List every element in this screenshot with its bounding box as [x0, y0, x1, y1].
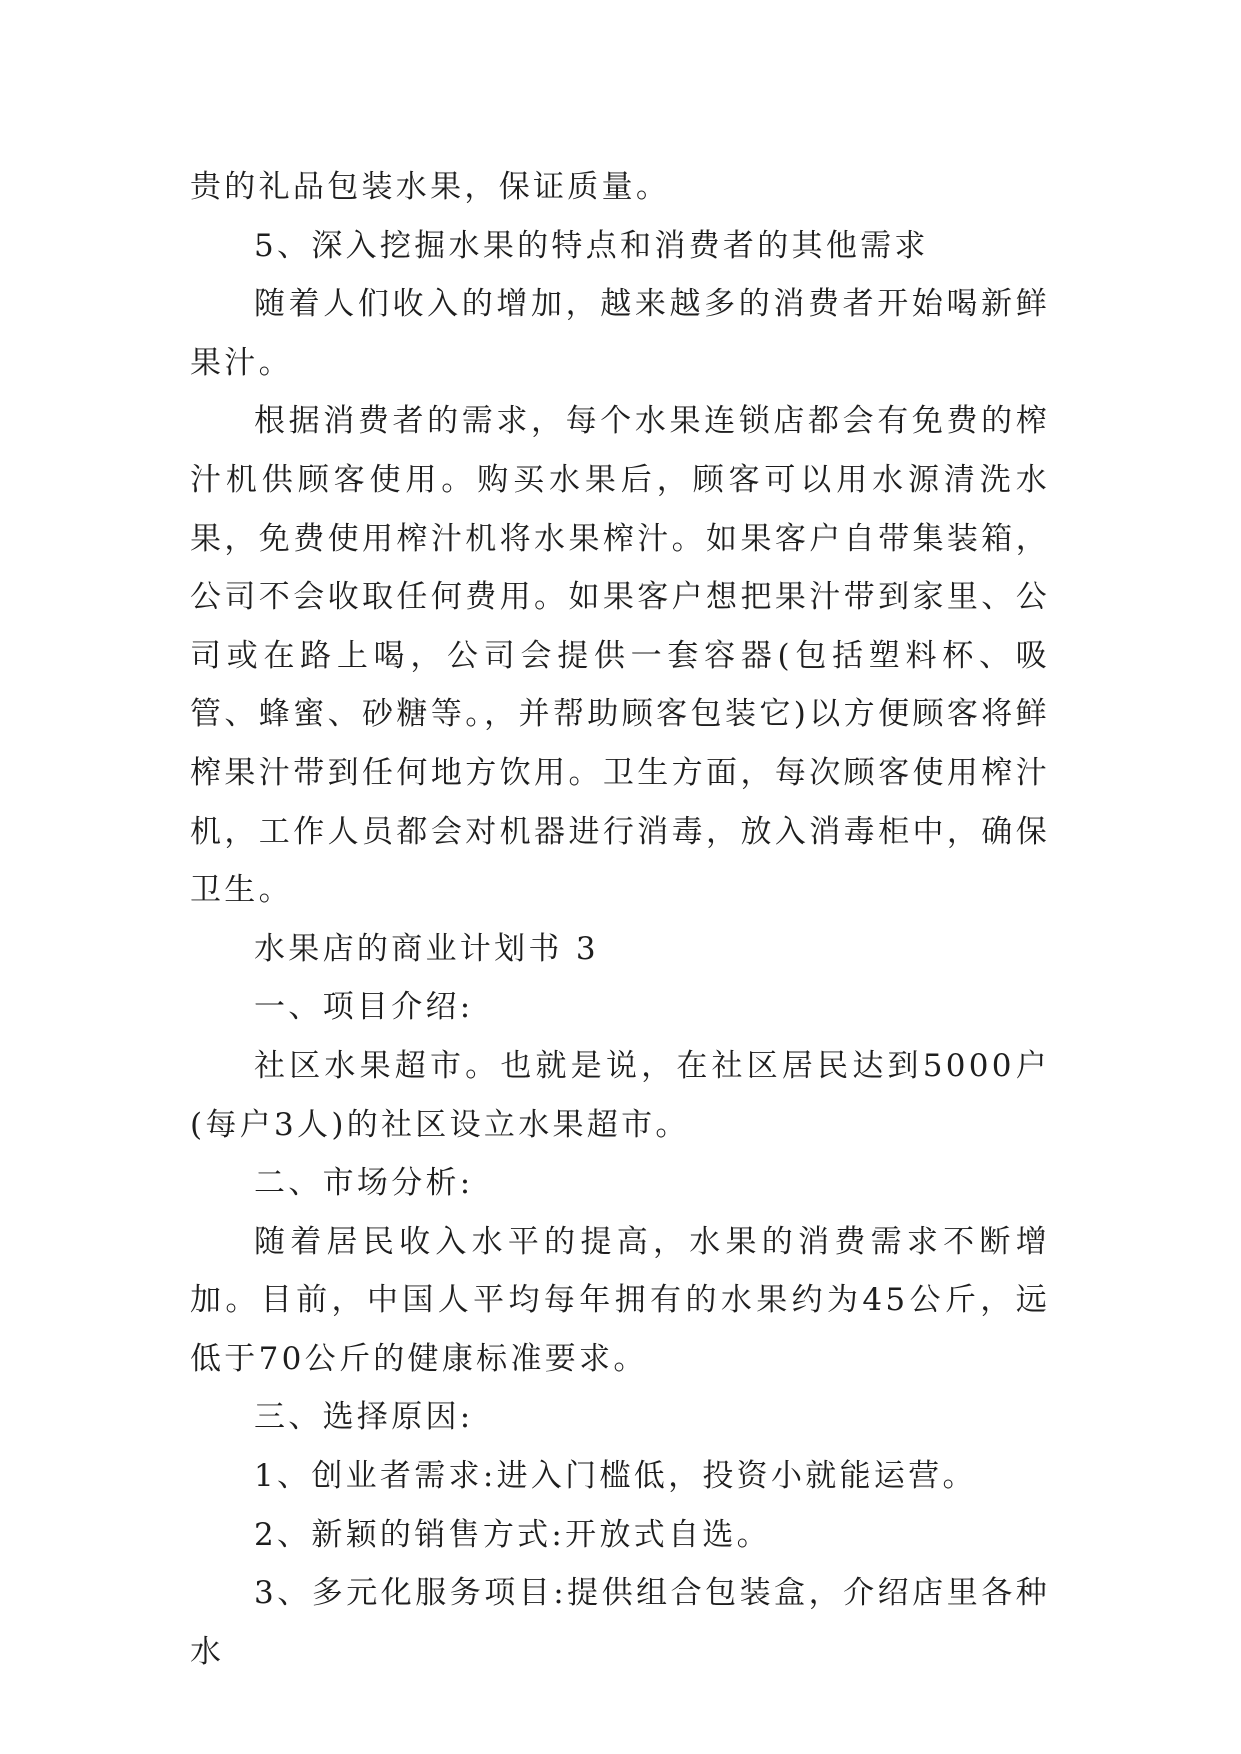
section-heading-project-intro: 一、项目介绍: — [254, 989, 474, 1026]
document-body — [190, 158, 1050, 1681]
paragraph-2: 5、深入挖掘水果的特点和消费者的其他需求 — [254, 227, 929, 264]
section-heading-market-analysis: 二、市场分析: — [254, 1165, 474, 1202]
list-item-2: 2、新颖的销售方式:开放式自选。 — [254, 1516, 771, 1553]
paragraph-1: 贵的礼品包装水果，保证质量。 — [190, 169, 671, 205]
paragraph-7: 社区水果超市。也就是说，在社区居民达到5000户(每户3人)的社区设立水果超市。 — [190, 1047, 1050, 1143]
paragraph-4: 根据消费者的需求，每个水果连锁店都会有免费的榨汁机供顾客使用。购买水果后，顾客可以用水源清洗水果，免费使用榨汁机将水果榨汁。如果客户自带集装箱，公司不会收取任何费用。如果客户想把果汁带到家里、公司或在路上喝，公司会提供一套容器(包括塑料杯、吸管、蜂蜜、砂糖等。，并帮助顾客包装它)以方便顾客将鲜榨果汁带到任何地方饮用。卫生方面，每次顾客使用榨汁机，工作人员都会对机器进行消毒，放入消毒柜中，确保卫生。 — [190, 403, 1050, 909]
section-heading-plan-3: 水果店的商业计划书 3 — [254, 930, 599, 967]
list-item-1: 1、创业者需求:进入门槛低，投资小就能运营。 — [254, 1458, 977, 1495]
paragraph-9: 随着居民收入水平的提高，水果的消费需求不断增加。目前，中国人平均每年拥有的水果约为45公斤，远低于70公斤的健康标准要求。 — [190, 1223, 1050, 1377]
paragraph-3: 随着人们收入的增加，越来越多的消费者开始喝新鲜果汁。 — [190, 286, 1050, 381]
section-heading-reasons: 三、选择原因: — [254, 1399, 474, 1436]
list-item-3: 3、多元化服务项目:提供组合包装盒，介绍店里各种水 — [190, 1575, 1050, 1670]
